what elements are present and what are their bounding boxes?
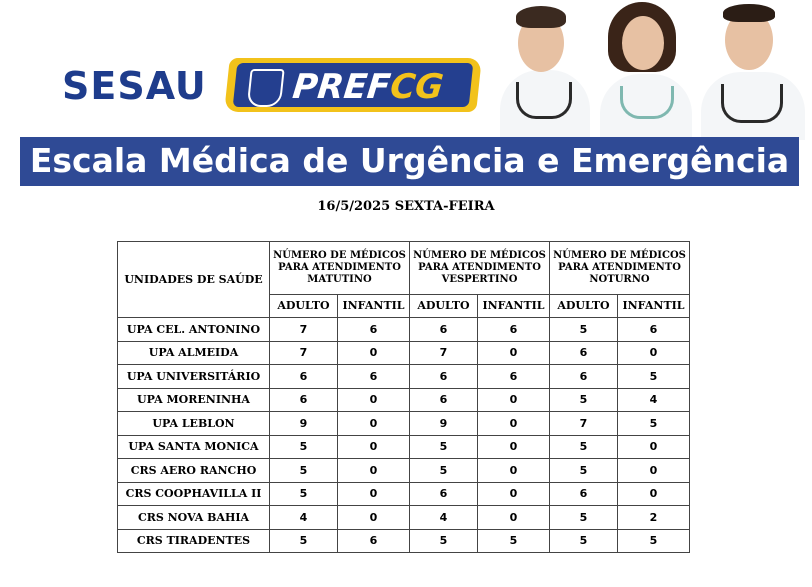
doctor-count-cell: 6 xyxy=(338,365,410,389)
doctor-count-cell: 2 xyxy=(618,506,690,530)
doctor-count-cell: 5 xyxy=(550,435,618,459)
title-banner xyxy=(20,137,799,186)
sub-header-child: INFANTIL xyxy=(478,295,550,318)
doctor-count-cell: 7 xyxy=(550,412,618,436)
unit-column-header: UNIDADES DE SAÚDE xyxy=(118,242,270,318)
doctor-count-cell: 6 xyxy=(338,318,410,342)
table-row xyxy=(118,529,690,553)
doctor-count-cell: 4 xyxy=(618,388,690,412)
doctor-count-cell: 5 xyxy=(550,388,618,412)
doctor-count-cell: 9 xyxy=(270,412,338,436)
doctor-count-cell: 5 xyxy=(270,435,338,459)
doctor-count-cell: 0 xyxy=(618,459,690,483)
sesau-logo: SESAU xyxy=(62,64,207,108)
doctor-count-cell: 0 xyxy=(478,341,550,365)
doctor-count-cell: 5 xyxy=(550,529,618,553)
doctor-count-cell: 4 xyxy=(270,506,338,530)
doctor-count-cell: 5 xyxy=(410,529,478,553)
doctor-count-cell: 6 xyxy=(550,482,618,506)
doctor-count-cell: 7 xyxy=(270,318,338,342)
doctor-count-cell: 0 xyxy=(618,482,690,506)
doctor-count-cell: 6 xyxy=(410,318,478,342)
doctor-count-cell: 0 xyxy=(338,506,410,530)
table-row xyxy=(118,482,690,506)
sub-header-child: INFANTIL xyxy=(618,295,690,318)
sub-header-adult: ADULTO xyxy=(410,295,478,318)
group-header-night: NÚMERO DE MÉDICOS PARA ATENDIMENTO NOTURNO xyxy=(550,242,690,295)
doctor-count-cell: 5 xyxy=(270,529,338,553)
table-row xyxy=(118,506,690,530)
group-header-afternoon: NÚMERO DE MÉDICOS PARA ATENDIMENTO VESPERTINO xyxy=(410,242,550,295)
doctor-count-cell: 6 xyxy=(478,365,550,389)
doctor-count-cell: 0 xyxy=(338,435,410,459)
unit-name-cell: CRS TIRADENTES xyxy=(118,529,270,553)
doctor-count-cell: 9 xyxy=(410,412,478,436)
doctor-count-cell: 5 xyxy=(478,529,550,553)
table-row xyxy=(118,459,690,483)
doctor-count-cell: 0 xyxy=(478,482,550,506)
table-row xyxy=(118,318,690,342)
doctor-count-cell: 0 xyxy=(338,412,410,436)
table-row xyxy=(118,388,690,412)
doctor-count-cell: 7 xyxy=(410,341,478,365)
table-row xyxy=(118,412,690,436)
doctor-count-cell: 0 xyxy=(338,459,410,483)
unit-name-cell: UPA ALMEIDA xyxy=(118,341,270,365)
doctor-count-cell: 6 xyxy=(478,318,550,342)
doctor-count-cell: 0 xyxy=(478,412,550,436)
doctor-count-cell: 5 xyxy=(618,365,690,389)
doctor-count-cell: 5 xyxy=(270,482,338,506)
doctor-count-cell: 0 xyxy=(478,459,550,483)
doctor-count-cell: 6 xyxy=(270,365,338,389)
doctor-count-cell: 6 xyxy=(410,365,478,389)
sub-header-adult: ADULTO xyxy=(550,295,618,318)
doctor-illustration-3 xyxy=(695,0,812,140)
table-row xyxy=(118,365,690,389)
unit-name-cell: CRS NOVA BAHIA xyxy=(118,506,270,530)
doctor-count-cell: 7 xyxy=(270,341,338,365)
logo-cg-text: CG xyxy=(388,67,446,107)
doctor-count-cell: 5 xyxy=(550,459,618,483)
doctor-count-cell: 6 xyxy=(270,388,338,412)
doctor-count-cell: 5 xyxy=(410,435,478,459)
doctor-count-cell: 0 xyxy=(618,435,690,459)
doctor-count-cell: 0 xyxy=(338,388,410,412)
prefcg-logo xyxy=(224,58,482,112)
doctor-count-cell: 6 xyxy=(618,318,690,342)
table-body xyxy=(118,318,690,553)
doctor-count-cell: 6 xyxy=(338,529,410,553)
doctor-count-cell: 5 xyxy=(550,506,618,530)
doctor-count-cell: 0 xyxy=(338,482,410,506)
unit-name-cell: CRS AERO RANCHO xyxy=(118,459,270,483)
doctor-count-cell: 5 xyxy=(550,318,618,342)
doctor-illustration-2 xyxy=(590,0,700,140)
doctor-count-cell: 0 xyxy=(478,506,550,530)
logo-pref-text: PREF xyxy=(290,67,393,107)
doctor-illustration-1 xyxy=(488,0,598,140)
doctor-count-cell: 5 xyxy=(618,412,690,436)
doctor-count-cell: 5 xyxy=(618,529,690,553)
sub-header-child: INFANTIL xyxy=(338,295,410,318)
unit-name-cell: CRS COOPHAVILLA II xyxy=(118,482,270,506)
group-header-morning: NÚMERO DE MÉDICOS PARA ATENDIMENTO MATUTINO xyxy=(270,242,410,295)
unit-name-cell: UPA SANTA MONICA xyxy=(118,435,270,459)
crest-icon xyxy=(247,69,285,107)
date-line: 16/5/2025 SEXTA-FEIRA xyxy=(317,199,495,214)
schedule-table xyxy=(117,241,690,553)
doctor-count-cell: 4 xyxy=(410,506,478,530)
unit-name-cell: UPA CEL. ANTONINO xyxy=(118,318,270,342)
banner-title: Escala Médica de Urgência e Emergência xyxy=(29,141,790,180)
header xyxy=(0,0,812,190)
doctor-count-cell: 0 xyxy=(478,435,550,459)
doctor-count-cell: 6 xyxy=(410,388,478,412)
sub-header-adult: ADULTO xyxy=(270,295,338,318)
doctor-count-cell: 6 xyxy=(410,482,478,506)
doctor-count-cell: 6 xyxy=(550,365,618,389)
doctor-count-cell: 6 xyxy=(550,341,618,365)
doctor-count-cell: 0 xyxy=(478,388,550,412)
unit-name-cell: UPA LEBLON xyxy=(118,412,270,436)
doctor-count-cell: 0 xyxy=(618,341,690,365)
doctor-count-cell: 0 xyxy=(338,341,410,365)
table-row xyxy=(118,341,690,365)
doctor-count-cell: 5 xyxy=(270,459,338,483)
unit-name-cell: UPA MORENINHA xyxy=(118,388,270,412)
table-row xyxy=(118,435,690,459)
doctor-count-cell: 5 xyxy=(410,459,478,483)
unit-name-cell: UPA UNIVERSITÁRIO xyxy=(118,365,270,389)
